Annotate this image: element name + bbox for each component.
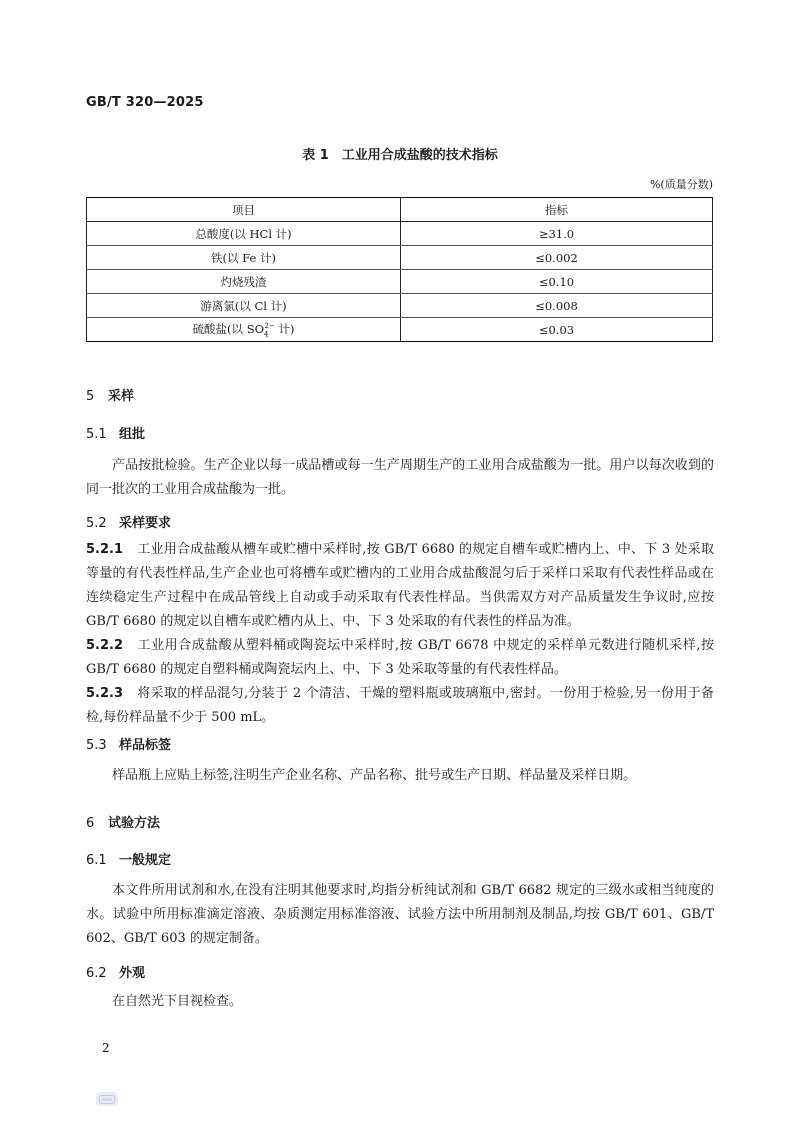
table-row (87, 222, 713, 246)
paragraph-5-2-1 (86, 538, 714, 634)
table-title: 表 1 工业用合成盐酸的技术指标 (302, 148, 498, 163)
item-suffix: 计) (274, 321, 295, 336)
heading-5-1 (86, 423, 145, 442)
heading-number: 6.1 (86, 853, 107, 868)
standard-id: GB/T 320—2025 (86, 95, 204, 110)
table-cell-item: 总酸度(以 HCl 计) (87, 222, 401, 246)
heading-5-2 (86, 512, 171, 531)
heading-number: 5.2 (86, 516, 107, 531)
column-header-value: 指标 (401, 198, 713, 222)
table-cell-value: ≤0.008 (401, 294, 713, 318)
table-header-row (87, 198, 713, 222)
item-superscript: 2− (264, 322, 275, 331)
table-cell-value: ≥31.0 (401, 222, 713, 246)
table-row (87, 246, 713, 270)
heading-number: 6.2 (86, 966, 107, 981)
heading-6 (86, 812, 160, 831)
table-cell-item: 游离氯(以 Cl 计) (87, 294, 401, 318)
paragraph-5-3: 样品瓶上应贴上标签,注明生产企业名称、产品名称、批号或生产日期、样品量及采样日期。 (112, 768, 637, 783)
page-number: 2 (102, 1041, 110, 1055)
clause-number: 5.2.3 (86, 686, 124, 701)
heading-number: 6 (86, 816, 95, 831)
column-header-item: 项目 (87, 198, 401, 222)
paragraph-6-2: 在自然光下目视检查。 (112, 994, 243, 1009)
heading-number: 5 (86, 389, 95, 404)
heading-title: 一般规定 (119, 853, 172, 868)
heading-title: 组批 (119, 427, 146, 442)
publisher-logo-icon (96, 1092, 118, 1106)
paragraph-5-1: 产品按批检验。生产企业以每一成品槽或每一生产周期生产的工业用合成盐酸为一批。用户以每次收到的同一批次的工业用合成盐酸为一批。 (86, 458, 714, 497)
paragraph-6-1: 本文件所用试剂和水,在没有注明其他要求时,均指分析纯试剂和 GB/T 6682 规定的三级水或相当纯度的水。试验中所用标准滴定溶液、杂质测定用标准溶液、试验方法中所用制剂及制品,均按 GB/T 601、GB/T 602、GB/T 603 的规定制备。 (86, 883, 714, 946)
clause-text: 将采取的样品混匀,分装于 2 个清洁、干燥的塑料瓶或玻璃瓶中,密封。一份用于检验,另一份用于备检,每份样品量不少于 500 mL。 (86, 686, 714, 725)
table-row (87, 270, 713, 294)
heading-5 (86, 385, 134, 404)
table-cell-value: ≤0.002 (401, 246, 713, 270)
heading-number: 5.3 (86, 738, 107, 753)
table-cell-value: ≤0.03 (401, 318, 713, 342)
heading-number: 5.1 (86, 427, 107, 442)
paragraph-5-2-3 (86, 682, 714, 730)
clause-number: 5.2.1 (86, 542, 124, 557)
table-cell-item (87, 318, 401, 342)
table-cell-value: ≤0.10 (401, 270, 713, 294)
heading-title: 采样 (108, 389, 135, 404)
clause-number: 5.2.2 (86, 638, 124, 653)
heading-6-2 (86, 962, 145, 981)
item-subscript: 4 (264, 330, 269, 339)
heading-title: 试验方法 (108, 816, 161, 831)
table-row (87, 294, 713, 318)
heading-6-1 (86, 849, 171, 868)
clause-text: 工业用合成盐酸从塑料桶或陶瓷坛中采样时,按 GB/T 6678 中规定的采样单元数进行随机采样,按 GB/T 6680 的规定自塑料桶或陶瓷坛内上、中、下 3 处采取等量的有代表性样品。 (86, 638, 714, 677)
table-unit-note: %(质量分数) (649, 178, 713, 191)
table-cell-item: 铁(以 Fe 计) (87, 246, 401, 270)
heading-title: 采样要求 (119, 516, 172, 531)
spec-table (86, 197, 713, 342)
logo-glyph-icon (99, 1095, 115, 1104)
item-prefix: 硫酸盐(以 SO (192, 321, 264, 336)
clause-text: 工业用合成盐酸从槽车或贮槽中采样时,按 GB/T 6680 的规定自槽车或贮槽内上、中、下 3 处采取等量的有代表性样品,生产企业也可将槽车或贮槽内的工业用合成盐酸混匀后于采样口采取有代表性样品或在连续稳定生产过程中在成品管线上自动或手动采取有代表性样品。当供需双方对产品质量发生争议时,应按 GB/T 6680 的规定以自槽车或贮槽内从上、中、下 3 处采取的有代表性的样品为准。 (86, 542, 714, 629)
table-cell-item: 灼烧残渣 (87, 270, 401, 294)
paragraph-5-2-2 (86, 634, 714, 682)
heading-title: 外观 (119, 966, 146, 981)
heading-title: 样品标签 (119, 738, 172, 753)
heading-5-3 (86, 734, 171, 753)
table-row (87, 318, 713, 342)
